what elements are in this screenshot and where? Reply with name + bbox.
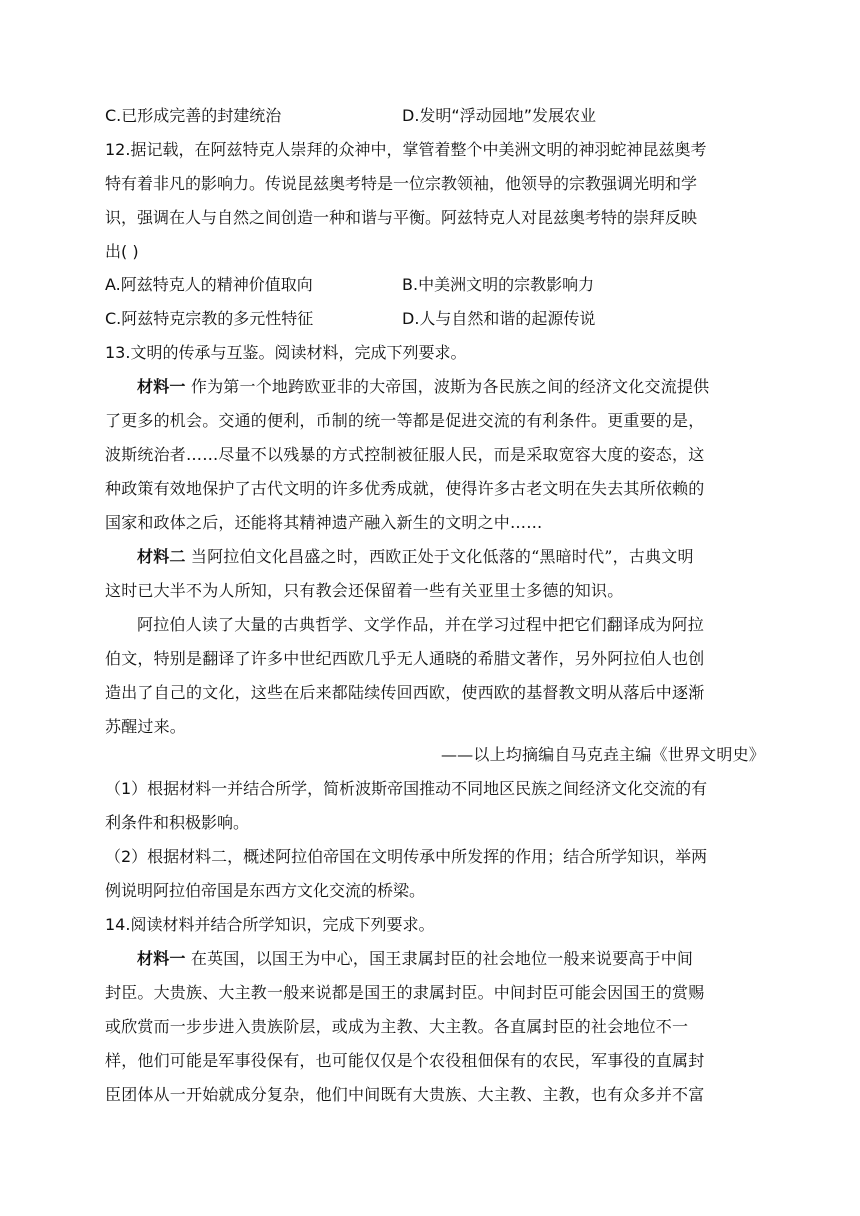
q14-title: 14.阅读材料并结合所学知识，完成下列要求。 <box>105 915 435 934</box>
q14-material1-line-2: 封臣。大贵族、大主教一般来说都是国王的隶属封臣。中间封臣可能会因国王的赏赐 <box>105 983 705 1002</box>
q13-material2b-line-2: 伯文，特别是翻译了许多中世纪西欧几乎无人通晓的希腊文著作，另外阿拉伯人也创 <box>105 649 705 668</box>
q13-requirement1-line-1: （1）根据材料一并结合所学，简析波斯帝国推动不同地区民族之间经济文化交流的有 <box>105 779 708 798</box>
q12-stem-line-2: 特有着非凡的影响力。传说昆兹奥考特是一位宗教领袖，他领导的宗教强调光明和学 <box>105 174 698 193</box>
q13-material2-line-1 <box>137 546 797 568</box>
q13-material1-line-2: 了更多的机会。交通的便利，币制的统一等都是促进交流的有利条件。更重要的是， <box>105 411 705 430</box>
q13-requirement2-line-1: （2）根据材料二，概述阿拉伯帝国在文明传承中所发挥的作用；结合所学知识，举两 <box>105 847 708 866</box>
q13-material2b-line-4: 苏醒过来。 <box>105 717 187 736</box>
q12-option-d: D.人与自然和谐的起源传说 <box>402 309 596 328</box>
q13-material1-line-1 <box>137 376 797 398</box>
q13-requirement1-line-2: 利条件和积极影响。 <box>105 813 250 832</box>
q14-material1-label: 材料一 <box>137 949 186 968</box>
q13-material1-line-3: 波斯统治者……尽量不以残暴的方式控制被征服人民，而是采取宽容大度的姿态，这 <box>105 445 705 464</box>
q14-material1-line-5: 臣团体从一开始就成分复杂，他们中间既有大贵族、大主教、主教，也有众多并不富 <box>105 1085 705 1104</box>
q13-material1-line-5: 国家和政体之后，还能将其精神遗产融入新生的文明之中…… <box>105 513 543 532</box>
q12-option-c: C.阿兹特克宗教的多元性特征 <box>105 309 314 328</box>
q14-material1-text-1: 在英国，以国王为中心，国王隶属封臣的社会地位一般来说要高于中间 <box>185 949 694 968</box>
q14-material1-line-1 <box>137 948 797 970</box>
q11-option-d: D.发明“浮动园地”发展农业 <box>402 106 596 125</box>
q12-option-b: B.中美洲文明的宗教影响力 <box>402 275 595 294</box>
q13-material2b-line-1: 阿拉伯人读了大量的古典哲学、文学作品，并在学习过程中把它们翻译成为阿拉 <box>137 615 705 634</box>
q11-option-c: C.已形成完善的封建统治 <box>105 106 282 125</box>
q13-material2-line-2: 这时已大半不为人所知，只有教会还保留着一些有关亚里士多德的知识。 <box>105 581 624 600</box>
q14-material1-line-3: 或欣赏而一步步进入贵族阶层，或成为主教、大主教。各直属封臣的社会地位不一 <box>105 1017 689 1036</box>
q13-material2-text-1: 当阿拉伯文化昌盛之时，西欧正处于文化低落的“黑暗时代”，古典文明 <box>185 547 694 566</box>
q13-source-citation: ——以上均摘编自马克垚主编《世界文明史》 <box>440 745 765 764</box>
q13-title: 13.文明的传承与互鉴。阅读材料，完成下列要求。 <box>105 343 467 362</box>
q13-material2-label: 材料二 <box>137 547 186 566</box>
q13-requirement2-line-2: 例说明阿拉伯帝国是东西方文化交流的桥梁。 <box>105 881 426 900</box>
q14-material1-line-4: 样，他们可能是军事役保有，也可能仅仅是个农役租佃保有的农民，军事役的直属封 <box>105 1051 705 1070</box>
q13-material2b-line-3: 造出了自己的文化，这些在后来都陆续传回西欧，使西欧的基督教文明从落后中逐渐 <box>105 683 705 702</box>
q12-stem-line-3: 识，强调在人与自然之间创造一种和谐与平衡。阿兹特克人对昆兹奥考特的崇拜反映 <box>105 208 698 227</box>
q13-material1-label: 材料一 <box>137 377 186 396</box>
q12-option-a: A.阿兹特克人的精神价值取向 <box>105 275 313 294</box>
q12-stem-line-4: 出( ) <box>105 242 139 261</box>
q12-stem-line-1: 12.据记载，在阿兹特克人崇拜的众神中，掌管着整个中美洲文明的神羽蛇神昆兹奥考 <box>105 140 707 159</box>
q13-material1-line-4: 种政策有效地保护了古代文明的许多优秀成就，使得许多古老文明在失去其所依赖的 <box>105 479 705 498</box>
q13-material1-text-1: 作为第一个地跨欧亚非的大帝国，波斯为各民族之间的经济文化交流提供 <box>185 377 710 396</box>
